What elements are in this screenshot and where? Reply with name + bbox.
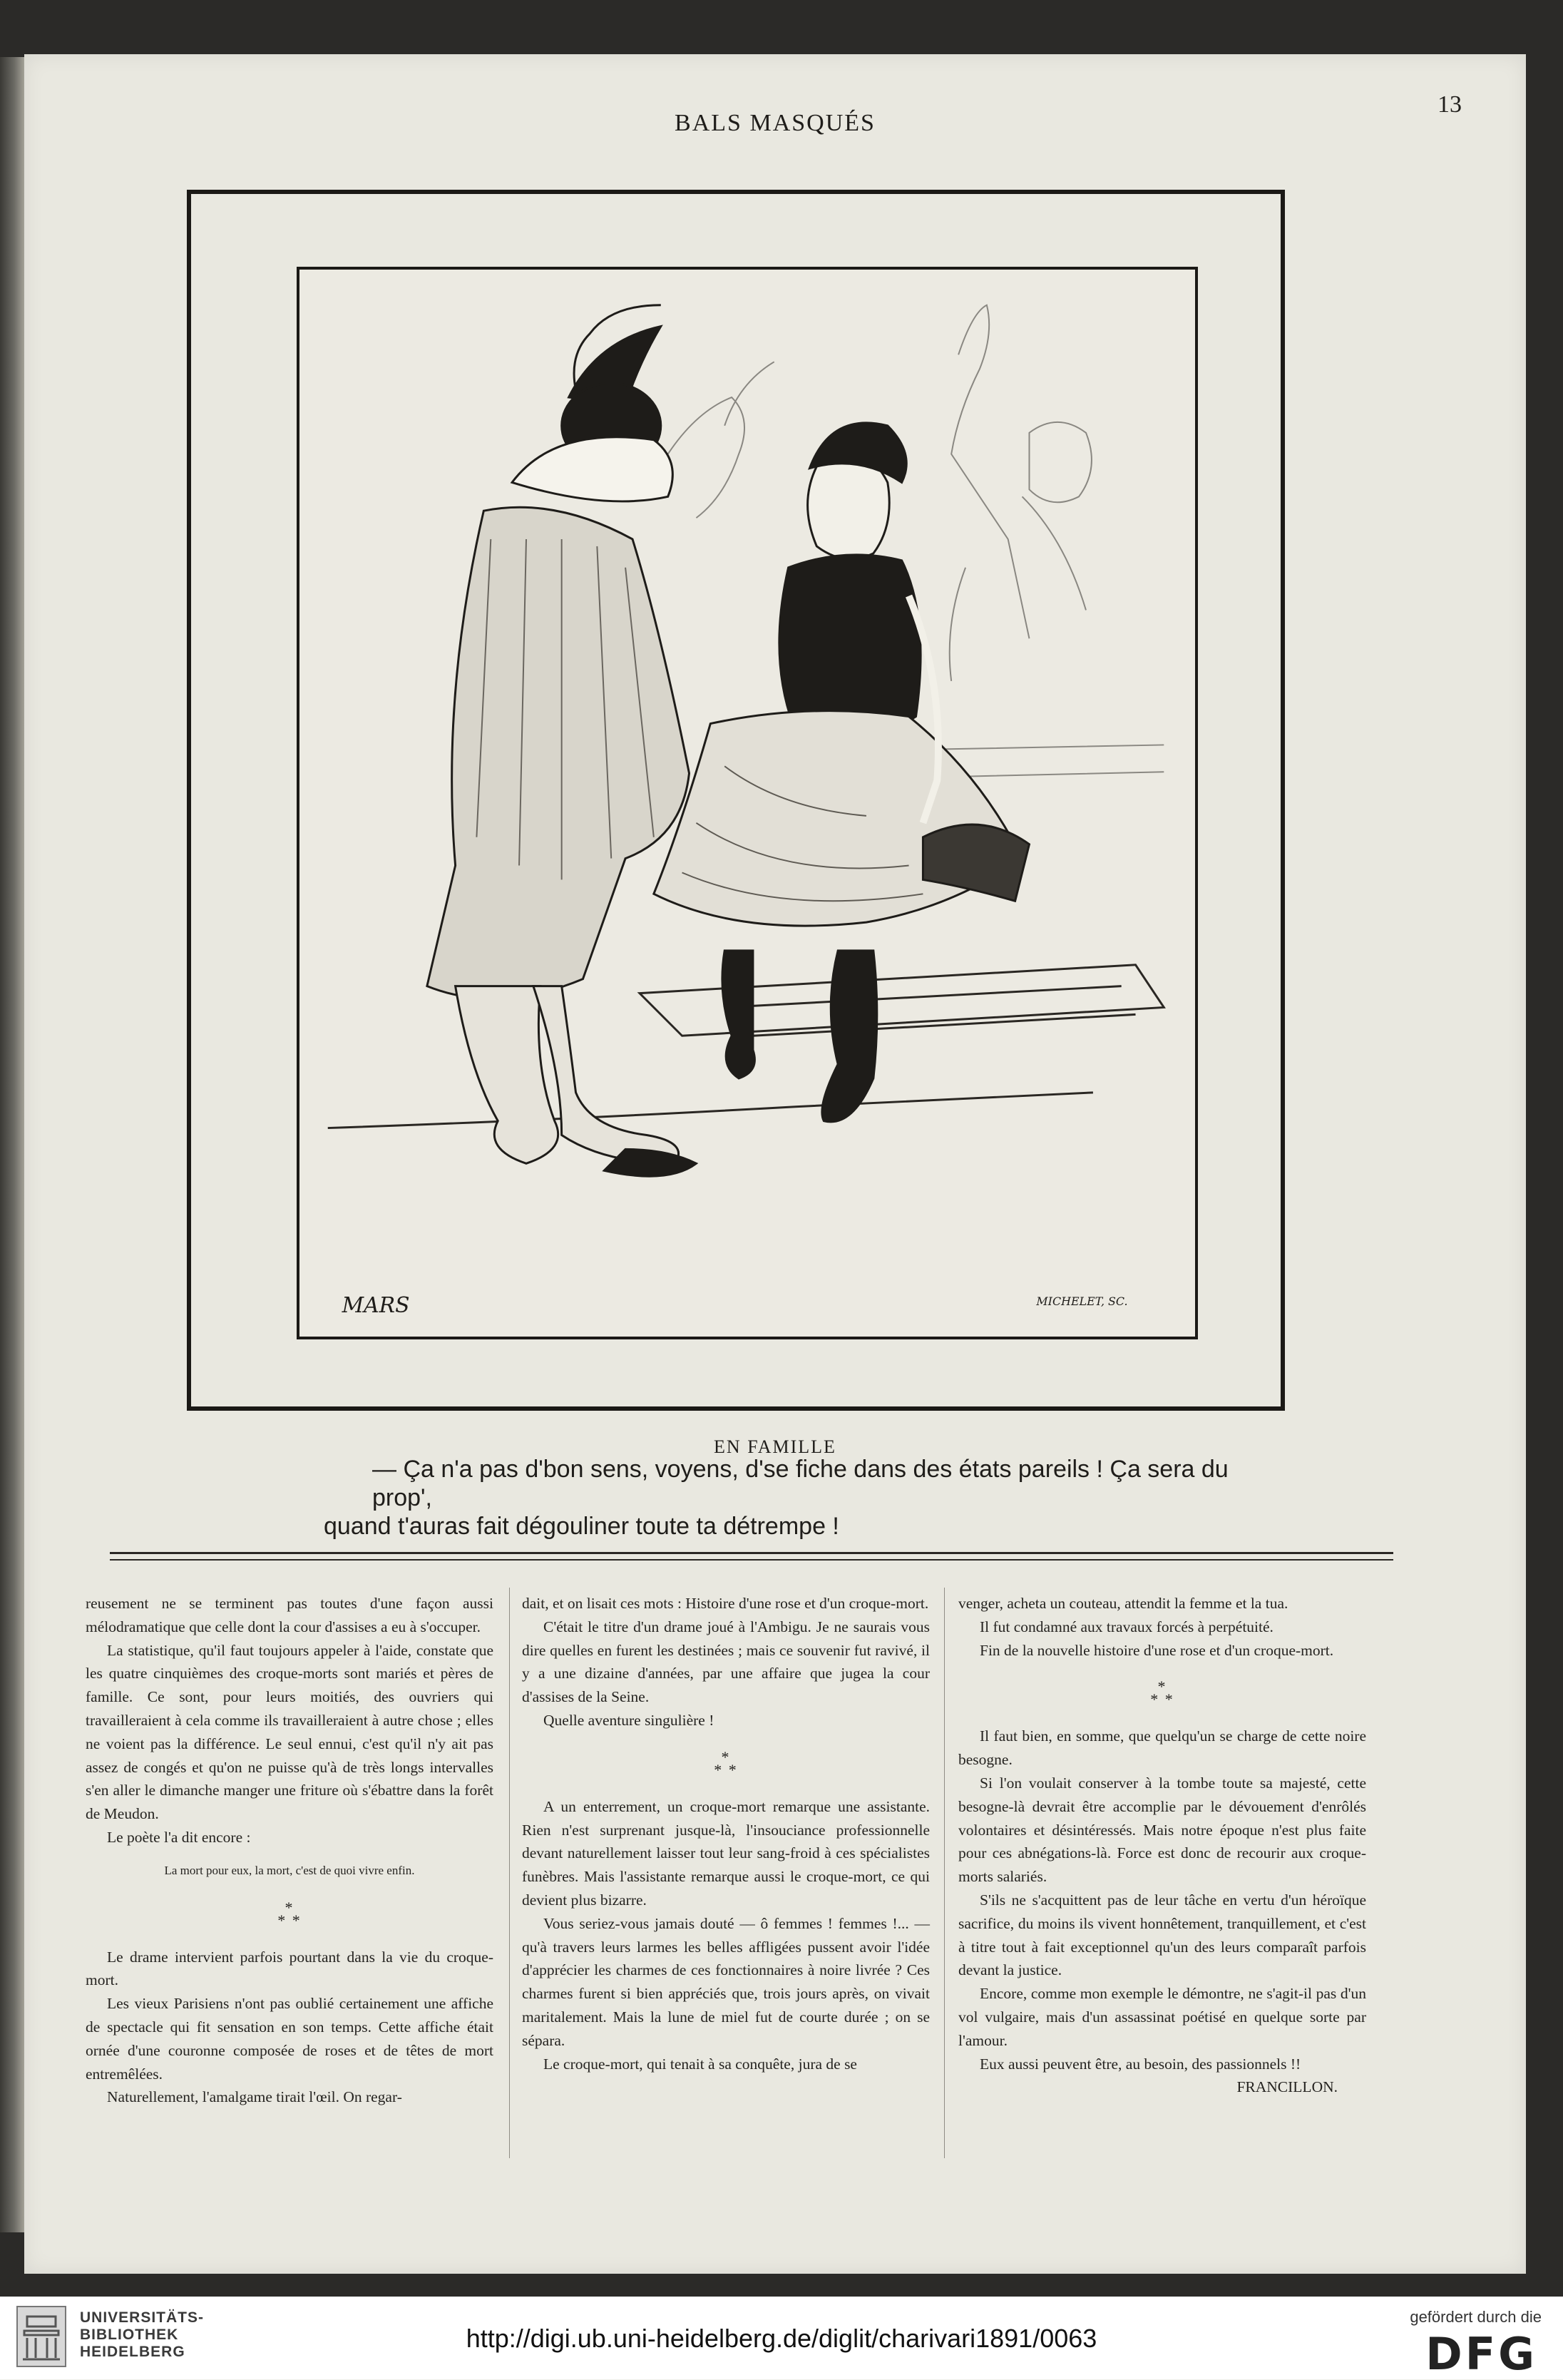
caption-line-2: quand t'auras fait dégouliner toute ta détrempe ! — [324, 1513, 839, 1540]
paragraph: Si l'on voulait conserver à la tombe toute sa majesté, cette besogne-là devrait être accomplie par le dévouement d'enrôlés volontaires et désintéressés. Mais notre époque n'est plus faite pour ces abnégations-là. Force est donc de recourir aux croque-morts salariés. — [958, 1774, 1366, 1886]
paragraph: A un enterrement, un croque-mort remarque une assistante. Rien n'est surprenant jusque-là, l'insouciance professionnelle devant naturellement laisser tout leur sang-froid à ces spécialistes funèbres. Mais l'assistante remarque aussi le croque-mort, ce qui devient plus bizarre. — [522, 1797, 930, 1909]
institution-line-1: UNIVERSITÄTS- — [80, 2309, 205, 2326]
verse-quote: La mort pour eux, la mort, c'est de quoi vivre enfin. — [164, 1863, 415, 1877]
paragraph: Le drame intervient parfois pourtant dans la vie du croque-mort. — [86, 1948, 493, 1989]
caption-title: EN FAMILLE — [714, 1436, 836, 1457]
running-title: BALS MASQUÉS — [675, 110, 876, 136]
text-column-1 — [86, 1592, 493, 2109]
illustration-frame — [297, 267, 1198, 1339]
caption-dialog — [324, 1455, 1279, 1541]
artist-signature: MARS — [342, 1293, 410, 1319]
section-rule-bottom — [110, 1559, 1393, 1561]
engraver-signature: MICHELET, SC. — [1036, 1294, 1128, 1309]
page-number: 13 — [1438, 91, 1462, 118]
paragraph: Les vieux Parisiens n'ont pas oublié certainement une affiche de spectacle qui fit sensation en son temps. Cette affiche était ornée d'une couronne composée de roses et de têtes de mort entremêlées. — [86, 1995, 493, 2083]
paragraph: Encore, comme mon exemple le démontre, ne s'agit-il pas d'un vol vulgaire, mais d'un assassinat poétisé en quelque sorte par l'amour. — [958, 1985, 1366, 2049]
paragraph: Vous seriez-vous jamais douté — ô femmes ! femmes !... — qu'à travers leurs larmes les belles affligées pussent avoir l'idée d'apprécier les charmes de ces fonctionnaires à noire livrée ? Ces charmes furent si bien appréciés que, trois jours après, on vivait maritalement. Mais la lune de miel fut de courte durée ; on se sépara. — [522, 1914, 930, 2049]
dfg-logo: DFG — [1425, 2328, 1537, 2380]
institution-line-2: BIBLIOTHEK — [80, 2327, 179, 2343]
paragraph: Eux aussi peuvent être, au besoin, des passionnels !! — [980, 2055, 1301, 2073]
asterism: * * * — [1150, 1677, 1174, 1709]
text-column-2 — [522, 1592, 930, 2075]
funded-by-label: gefördert durch die — [1410, 2308, 1542, 2326]
asterism: * * * — [277, 1898, 302, 1929]
permalink-url[interactable]: http://digi.ub.uni-heidelberg.de/diglit/charivari1891/0063 — [466, 2324, 1097, 2353]
caption-line-1: — Ça n'a pas d'bon sens, voyens, d'se fiche dans des états pareils ! Ça sera du prop', — [372, 1456, 1229, 1511]
paragraph: Naturellement, l'amalgame tirait l'œil. On regar- — [107, 2088, 402, 2106]
paragraph: C'était le titre d'un drame joué à l'Ambigu. Je ne saurais vous dire quelles en furent les destinées ; mais ce souvenir fut ravivé, il y a une dizaine d'années, par une affaire que jugea la cour d'assises de la Seine. — [522, 1618, 930, 1706]
text-column-3 — [958, 1592, 1366, 2099]
column-divider — [944, 1588, 945, 2158]
newspaper-page — [24, 54, 1526, 2274]
paragraph: Le croque-mort, qui tenait à sa conquête, jura de se — [543, 2055, 857, 2073]
paragraph: reusement ne se terminent pas toutes d'une façon aussi mélodramatique que celle dont la cour d'assises a eu à s'occuper. — [86, 1595, 493, 1635]
paragraph: venger, acheta un couteau, attendit la femme et la tua. — [958, 1595, 1288, 1612]
digitization-footer — [0, 2297, 1563, 2379]
illustration-en-famille — [299, 270, 1195, 1337]
paragraph: S'ils ne s'acquittent pas de leur tâche en vertu d'un héroïque sacrifice, du moins ils vivent honnêtement, tranquillement, et c'est à titre tout à fait exceptionnel qu'un des leurs comparaît parfois devant la justice. — [958, 1891, 1366, 1979]
paragraph: Il faut bien, en somme, que quelqu'un se charge de cette noire besogne. — [958, 1727, 1366, 1769]
paragraph: dait, et on lisait ces mots : Histoire d'une rose et d'un croque-mort. — [522, 1595, 929, 1612]
paragraph: Il fut condamné aux travaux forcés à perpétuité. — [980, 1618, 1274, 1635]
paragraph: Le poète l'a dit encore : — [107, 1828, 251, 1846]
author-signature: FRANCILLON. — [1236, 2078, 1338, 2096]
section-rule-top — [110, 1552, 1393, 1554]
column-divider — [509, 1588, 510, 2158]
paragraph: La statistique, qu'il faut toujours appeler à l'aide, constate que les quatre cinquièmes des croque-morts sont mariés et pères de famille. Ce sont, pour leurs moitiés, des ouvriers qui travailleraient à cela comme ils travailleraient à autre chose ; elles ne voient pas la différence. Le seul ennui, c'est qu'il n'y ait pas assez de congés et qu'on ne puisse qu'à de très longs intervalles s'en aller le dimanche manger une friture où s'ébattre dans la forêt de Meudon. — [86, 1641, 493, 1823]
paragraph: Quelle aventure singulière ! — [543, 1711, 714, 1729]
asterism: * * * — [714, 1747, 738, 1779]
institution-line-3: HEIDELBERG — [80, 2344, 185, 2360]
paragraph: Fin de la nouvelle histoire d'une rose et d'un croque-mort. — [980, 1641, 1334, 1659]
